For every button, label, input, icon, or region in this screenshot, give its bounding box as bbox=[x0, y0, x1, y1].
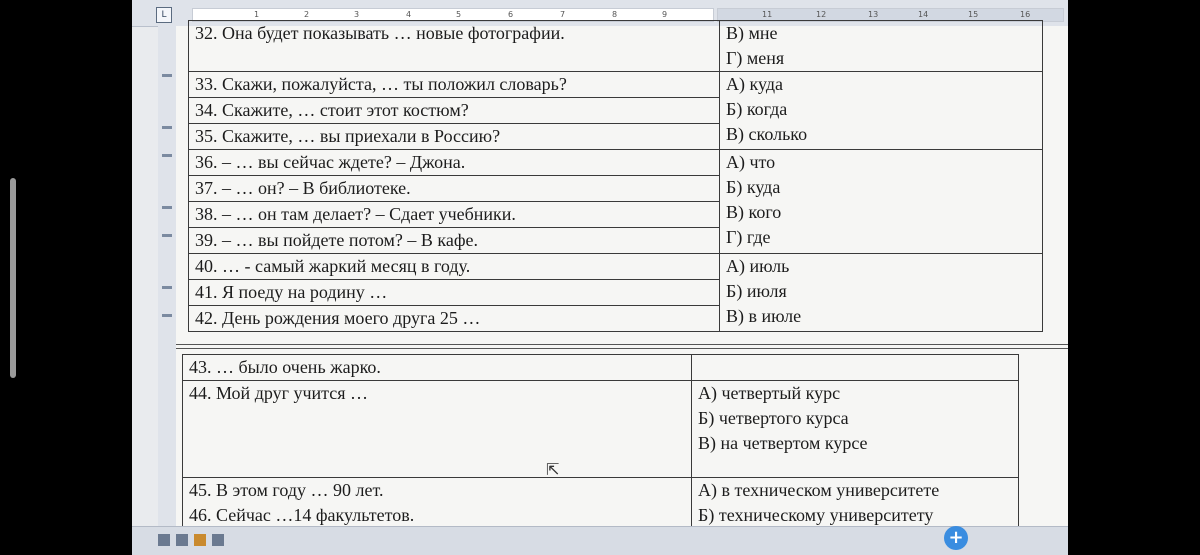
add-icon[interactable]: + bbox=[944, 526, 968, 550]
ruler-mark bbox=[162, 314, 172, 317]
ruler-number: 6 bbox=[508, 10, 514, 19]
ruler-mark bbox=[162, 234, 172, 237]
view-web-icon[interactable] bbox=[176, 534, 188, 546]
table-row bbox=[189, 254, 1043, 280]
ruler-number: 8 bbox=[612, 10, 618, 19]
table-row bbox=[189, 150, 1043, 176]
ruler-number: 1 bbox=[254, 10, 260, 19]
ruler-number: 4 bbox=[406, 10, 412, 19]
questions-table-1 bbox=[188, 20, 1043, 332]
vertical-ruler[interactable] bbox=[158, 26, 177, 526]
options-cell[interactable]: А) в техническом университете Б) техническому университету bbox=[692, 478, 1019, 529]
tab-selector-button[interactable]: L bbox=[156, 7, 172, 23]
view-outline-icon[interactable] bbox=[212, 534, 224, 546]
question-cell[interactable]: 36. – … вы сейчас ждете? – Джона. bbox=[189, 150, 720, 176]
ruler-mark bbox=[162, 286, 172, 289]
ruler-number: 7 bbox=[560, 10, 566, 19]
ruler-number: 14 bbox=[918, 10, 929, 19]
options-cell[interactable]: А) куда Б) когда В) сколько bbox=[720, 72, 1043, 150]
ruler-number: 13 bbox=[868, 10, 879, 19]
ruler-mark bbox=[162, 126, 172, 129]
question-cell[interactable]: 34. Скажите, … стоит этот костюм? bbox=[189, 98, 720, 124]
options-cell[interactable]: А) что Б) куда В) кого Г) где bbox=[720, 150, 1043, 254]
page-break-line bbox=[176, 344, 1068, 349]
ruler-number: 3 bbox=[354, 10, 360, 19]
table-row bbox=[189, 21, 1043, 72]
ruler-number: 15 bbox=[968, 10, 979, 19]
view-normal-icon[interactable] bbox=[158, 534, 170, 546]
mouse-pointer-icon: ⇱ bbox=[546, 460, 560, 479]
question-cell[interactable]: 33. Скажи, пожалуйста, … ты положил словарь? bbox=[189, 72, 720, 98]
question-cell[interactable]: 38. – … он там делает? – Сдает учебники. bbox=[189, 202, 720, 228]
table-row bbox=[189, 72, 1043, 98]
ruler-mark bbox=[162, 206, 172, 209]
options-cell[interactable] bbox=[692, 355, 1019, 381]
status-bar bbox=[132, 526, 1068, 555]
question-cell[interactable]: 41. Я поеду на родину … bbox=[189, 280, 720, 306]
ruler-number: 5 bbox=[456, 10, 462, 19]
ruler-number: 2 bbox=[304, 10, 310, 19]
phone-scroll-indicator bbox=[10, 178, 16, 378]
options-cell[interactable]: А) четвертый курс Б) четвертого курса В) на четвертом курсе bbox=[692, 381, 1019, 478]
question-cell[interactable]: 42. День рождения моего друга 25 … bbox=[189, 306, 720, 332]
options-cell[interactable]: А) июль Б) июля В) в июле bbox=[720, 254, 1043, 332]
question-cell[interactable]: 32. Она будет показывать … новые фотографии. bbox=[189, 21, 720, 72]
ruler-number: 16 bbox=[1020, 10, 1031, 19]
ruler-mark bbox=[162, 74, 172, 77]
ruler-mark bbox=[162, 154, 172, 157]
question-cell[interactable]: 37. – … он? – В библиотеке. bbox=[189, 176, 720, 202]
question-cell[interactable]: 39. – … вы пойдете потом? – В кафе. bbox=[189, 228, 720, 254]
question-cell[interactable]: 44. Мой друг учится … bbox=[183, 381, 692, 478]
table-row bbox=[183, 478, 1019, 529]
word-document-window bbox=[132, 0, 1068, 555]
view-print-icon[interactable] bbox=[194, 534, 206, 546]
document-page[interactable] bbox=[176, 23, 1068, 530]
ruler-number: 9 bbox=[662, 10, 668, 19]
question-cell[interactable]: 45. В этом году … 90 лет. 46. Сейчас …14 факультетов. bbox=[183, 478, 692, 529]
table-row bbox=[183, 381, 1019, 478]
question-cell[interactable]: 35. Скажите, … вы приехали в Россию? bbox=[189, 124, 720, 150]
ruler-number: 11 bbox=[762, 10, 773, 19]
options-cell[interactable]: В) мне Г) меня bbox=[720, 21, 1043, 72]
table-row bbox=[183, 355, 1019, 381]
ruler-number: 12 bbox=[816, 10, 827, 19]
question-cell[interactable]: 40. … - самый жаркий месяц в году. bbox=[189, 254, 720, 280]
questions-table-2 bbox=[182, 354, 1019, 529]
question-cell[interactable]: 43. … было очень жарко. bbox=[183, 355, 692, 381]
